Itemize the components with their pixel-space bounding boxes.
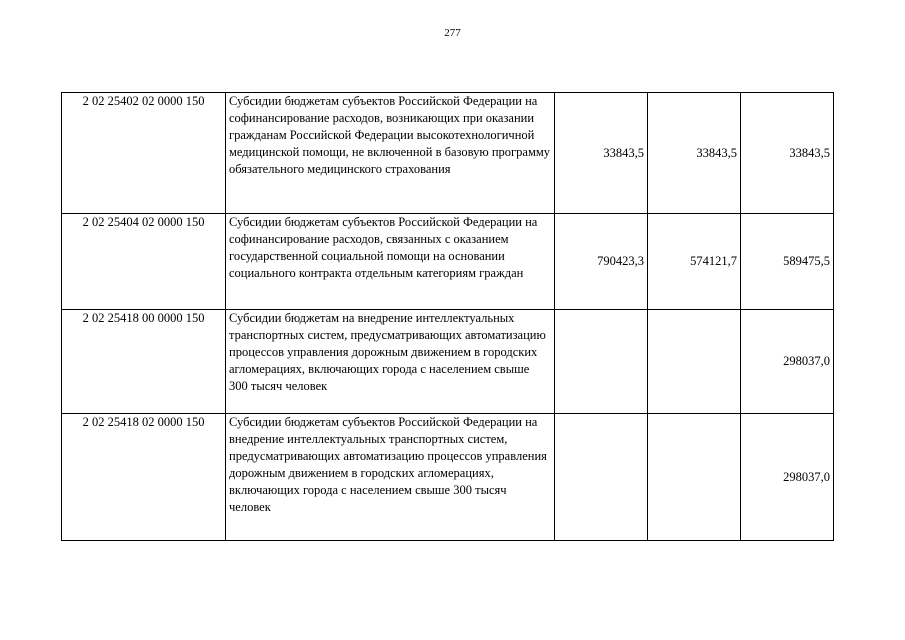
value-year-3: 33843,5 [741,93,834,214]
value-year-3: 298037,0 [741,310,834,414]
value-year-1 [555,414,648,541]
value-year-2: 33843,5 [648,93,741,214]
value-year-1 [555,310,648,414]
table-row [62,310,834,414]
page-number: 277 [444,27,461,39]
table-row [62,414,834,541]
value-year-1: 790423,3 [555,214,648,310]
row-name: Субсидии бюджетам субъектов Российской Федерации на софинансирование расходов, возникающих при оказании гражданам Российской Федерации высокотехнологичной медицинской помощи, не включенной в базовую программу обязательного медицинского страхования [226,93,555,214]
value-year-2: 574121,7 [648,214,741,310]
row-code: 2 02 25404 02 0000 150 [62,214,226,310]
row-code: 2 02 25402 02 0000 150 [62,93,226,214]
table-row [62,93,834,214]
value-year-3: 298037,0 [741,414,834,541]
value-year-3: 589475,5 [741,214,834,310]
row-code: 2 02 25418 00 0000 150 [62,310,226,414]
row-name: Субсидии бюджетам на внедрение интеллектуальных транспортных систем, предусматривающих автоматизацию процессов управления дорожным движением в городских агломерациях, включающих города с населением свыше 300 тысяч человек [226,310,555,414]
budget-table [61,92,834,541]
row-name: Субсидии бюджетам субъектов Российской Федерации на софинансирование расходов, связанных с оказанием государственной социальной помощи на основании социального контракта отдельным категориям граждан [226,214,555,310]
value-year-1: 33843,5 [555,93,648,214]
value-year-2 [648,310,741,414]
table-row [62,214,834,310]
value-year-2 [648,414,741,541]
row-code: 2 02 25418 02 0000 150 [62,414,226,541]
row-name: Субсидии бюджетам субъектов Российской Федерации на внедрение интеллектуальных транспортных систем, предусматривающих автоматизацию процессов управления дорожным движением в городских агломерациях, включающих города с населением свыше 300 тысяч человек [226,414,555,541]
